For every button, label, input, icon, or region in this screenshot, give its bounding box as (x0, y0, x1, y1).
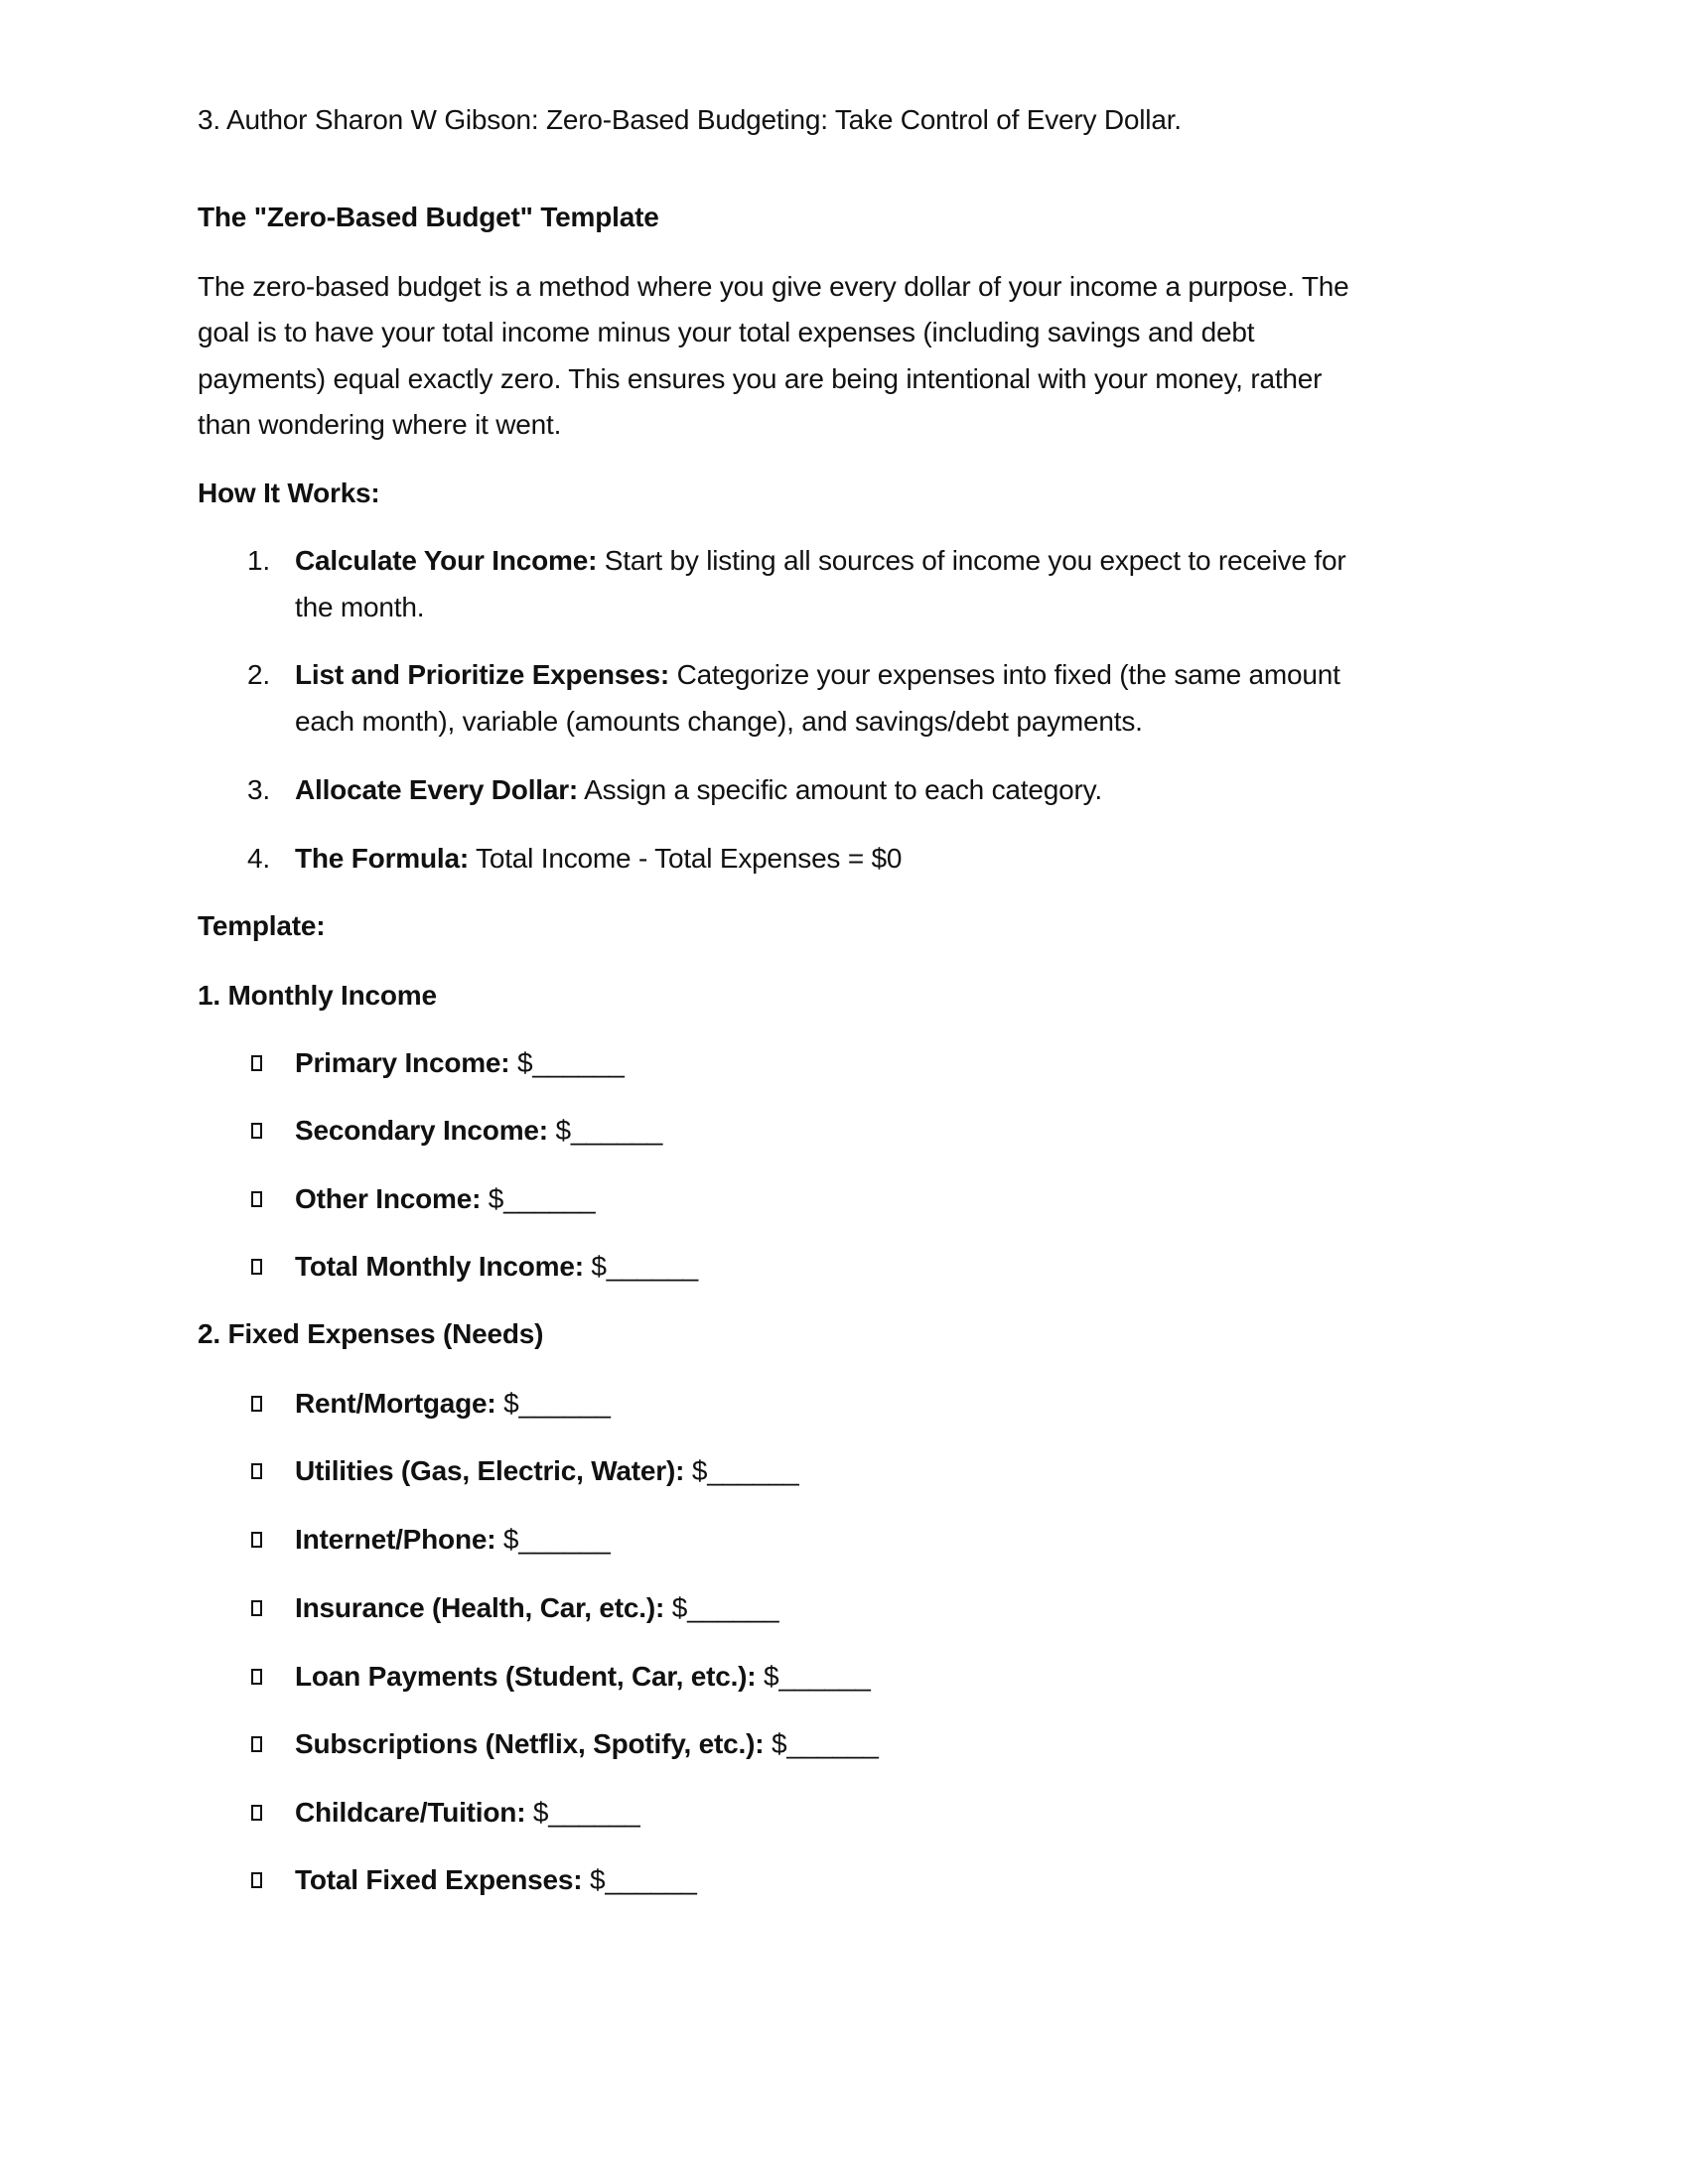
amount-blank[interactable]: $______ (764, 1728, 879, 1759)
step-label: The Formula: (295, 843, 469, 874)
checkbox-icon (251, 1396, 262, 1412)
item-text (295, 1181, 595, 1217)
item-text (295, 1045, 625, 1081)
item-label: Rent/Mortgage: (295, 1388, 496, 1419)
step-description: Categorize your expenses into fixed (the same amount (668, 659, 1340, 690)
step-number: 1. (247, 545, 270, 576)
item-label: Total Monthly Income: (295, 1251, 584, 1282)
amount-blank[interactable]: $______ (684, 1455, 799, 1486)
step-description-continued: the month. (295, 592, 425, 622)
item-label: Primary Income: (295, 1047, 510, 1078)
step-number: 2. (247, 659, 270, 690)
checkbox-icon (251, 1736, 262, 1752)
step-description: Total Income - Total Expenses = $0 (468, 843, 903, 874)
checkbox-icon (251, 1532, 262, 1548)
amount-blank[interactable]: $______ (495, 1388, 611, 1419)
how-it-works-heading: How It Works: (198, 478, 380, 508)
item-label: Secondary Income: (295, 1115, 548, 1146)
checkbox-icon (251, 1123, 262, 1139)
checkbox-icon (251, 1872, 262, 1888)
amount-blank[interactable]: $______ (525, 1797, 640, 1828)
step-description-continued: each month), variable (amounts change), and savings/debt payments. (295, 706, 1143, 737)
item-label: Other Income: (295, 1183, 482, 1214)
item-text (295, 1453, 798, 1489)
amount-blank[interactable]: $______ (756, 1661, 871, 1692)
checkbox-icon (251, 1669, 262, 1685)
item-text (295, 1522, 611, 1558)
step-label: Allocate Every Dollar: (295, 774, 579, 805)
amount-blank[interactable]: $______ (481, 1183, 596, 1214)
amount-blank[interactable]: $______ (509, 1047, 625, 1078)
item-label: Loan Payments (Student, Car, etc.): (295, 1661, 757, 1692)
step-text (295, 657, 1340, 693)
intro-line: than wondering where it went. (198, 409, 562, 440)
item-text (295, 1113, 662, 1149)
step-text (295, 772, 1102, 808)
checkbox-icon (251, 1055, 262, 1071)
checkbox-icon (251, 1191, 262, 1207)
amount-blank[interactable]: $______ (495, 1524, 611, 1555)
step-number: 4. (247, 843, 270, 874)
item-label: Utilities (Gas, Electric, Water): (295, 1455, 685, 1486)
step-description: Start by listing all sources of income you expect to receive for (597, 545, 1346, 576)
item-label: Total Fixed Expenses: (295, 1864, 583, 1895)
item-label: Childcare/Tuition: (295, 1797, 526, 1828)
step-text (295, 543, 1345, 579)
reference-line: 3. Author Sharon W Gibson: Zero-Based Budgeting: Take Control of Every Dollar. (198, 104, 1182, 135)
step-number: 3. (247, 774, 270, 805)
checkbox-icon (251, 1463, 262, 1479)
document-title: The "Zero-Based Budget" Template (198, 202, 659, 232)
checkbox-icon (251, 1259, 262, 1275)
item-text (295, 1862, 697, 1898)
step-label: Calculate Your Income: (295, 545, 598, 576)
checkbox-icon (251, 1805, 262, 1821)
step-text (295, 841, 902, 877)
amount-blank[interactable]: $______ (582, 1864, 697, 1895)
item-text (295, 1590, 778, 1626)
intro-line: payments) equal exactly zero. This ensures you are being intentional with your money, rather (198, 363, 1323, 394)
item-label: Insurance (Health, Car, etc.): (295, 1592, 665, 1623)
amount-blank[interactable]: $______ (583, 1251, 699, 1282)
item-text (295, 1726, 879, 1762)
section-heading-fixed-expenses: 2. Fixed Expenses (Needs) (198, 1318, 544, 1349)
checkbox-icon (251, 1600, 262, 1616)
section-heading-monthly-income: 1. Monthly Income (198, 980, 437, 1011)
template-heading: Template: (198, 910, 326, 941)
intro-line: goal is to have your total income minus your total expenses (including savings and debt (198, 317, 1255, 347)
amount-blank[interactable]: $______ (664, 1592, 779, 1623)
amount-blank[interactable]: $______ (547, 1115, 663, 1146)
step-description: Assign a specific amount to each category. (578, 774, 1102, 805)
item-text (295, 1659, 871, 1695)
item-label: Internet/Phone: (295, 1524, 496, 1555)
intro-line: The zero-based budget is a method where you give every dollar of your income a purpose. The (198, 271, 1349, 302)
item-label: Subscriptions (Netflix, Spotify, etc.): (295, 1728, 765, 1759)
item-text (295, 1249, 698, 1285)
step-label: List and Prioritize Expenses: (295, 659, 669, 690)
item-text (295, 1795, 640, 1831)
item-text (295, 1386, 611, 1422)
